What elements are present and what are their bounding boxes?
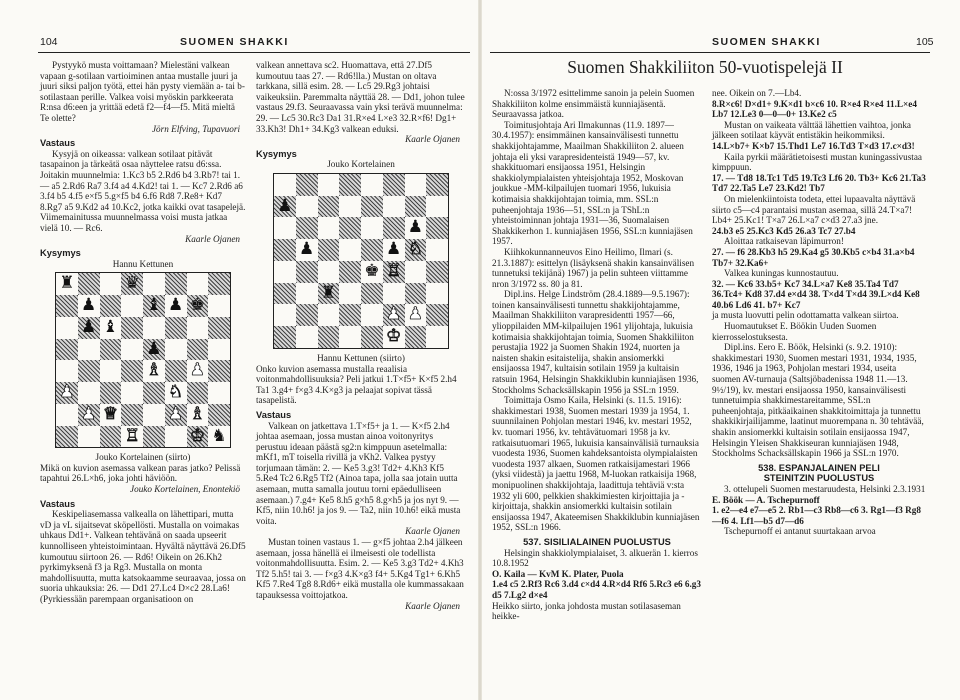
board-square <box>100 360 122 382</box>
board-square <box>405 326 427 348</box>
header-rule <box>38 52 470 53</box>
board-square <box>405 174 427 196</box>
board-square <box>187 317 209 339</box>
board-square <box>361 304 383 326</box>
chess-piece-icon: ♚ <box>189 295 205 316</box>
paragraph: Tschepurnoff ei antanut suurtakaan arvoa <box>724 526 876 537</box>
board-square <box>100 273 122 295</box>
chess-piece-icon: ♖ <box>124 425 140 446</box>
game-moves: 1.e4 c5 2.Rf3 Rc6 3.d4 c×d4 4.R×d4 Rf6 5.Rc3 e6 6.g3 d5 7.Lg2 d×e4 <box>492 579 701 600</box>
chess-diagram <box>273 173 449 349</box>
board-square <box>56 295 78 317</box>
diagram-caption: Jouko Kortelainen (siirto) <box>95 452 191 463</box>
board-square <box>426 196 448 218</box>
board-square <box>78 360 100 382</box>
paragraph: On mielenkiintoista todeta, ettei lupaavalta näyttävä siirto c5—c4 parantaisi mustan asemaa, sillä 24.T×a7! Lb4+ 25.Kc1! T×a7 26.L×a7 c×d3 27.a3 jne. <box>712 193 916 226</box>
paragraph: Mikä on kuvion asemassa valkean paras jatko? Pelissä tapahtui 26.L×h6, joka johti häviöön. <box>40 462 241 484</box>
board-square <box>361 283 383 305</box>
header-rule <box>490 52 930 53</box>
chess-diagram <box>55 272 231 448</box>
board-square <box>100 295 122 317</box>
board-square <box>383 217 405 239</box>
board-square <box>187 339 209 361</box>
board-square <box>339 174 361 196</box>
board-square <box>318 304 340 326</box>
chess-piece-icon: ♟ <box>146 338 162 359</box>
board-square <box>100 382 122 404</box>
board-square <box>339 326 361 348</box>
game-moves: 32. — Kc6 33.b5+ Kc7 34.L×a7 Ke8 35.Ta4 Td7 36.Tc4+ Kd8 37.d4 e×d4 38. T×d4 T×d4 39.L×d4 Ke8 40.b6 Ld6 41. b7+ Kc7 <box>712 278 920 310</box>
left-column-2 <box>256 60 466 611</box>
game-moves: 24.b3 e5 25.Kc3 Kd5 26.a3 Tc7 27.b4 <box>712 225 856 236</box>
board-square <box>165 317 187 339</box>
board-square <box>208 360 230 382</box>
chess-piece-icon: ♟ <box>407 217 423 238</box>
heading-vastaus: Vastaus <box>40 138 76 149</box>
paragraph: Huomautukset E. Böökin Uuden Suomen kierrosselostuksesta. <box>712 321 877 342</box>
game-moves: 1. e2—e4 e7—e5 2. Rb1—c3 Rb8—c6 3. Rg1—f3 Rg8—f6 4. Lf1—b5 d7—d6 <box>712 505 921 526</box>
board-square <box>56 339 78 361</box>
chess-piece-icon: ♟ <box>168 295 184 316</box>
chess-piece-icon: ♔ <box>386 326 402 347</box>
game-subheading: STEINITZIN PUOLUSTUS <box>763 473 875 484</box>
board-square <box>121 404 143 426</box>
board-square <box>121 295 143 317</box>
signature: Kaarle Ojanen <box>185 233 240 244</box>
board-square <box>426 174 448 196</box>
left-column-1 <box>40 60 246 605</box>
signature: Jouko Kortelainen, Enontekiö <box>130 484 240 495</box>
board-square <box>121 360 143 382</box>
board-square <box>318 174 340 196</box>
signature: Kaarle Ojanen <box>405 526 460 537</box>
board-square <box>361 196 383 218</box>
heading-vastaus: Vastaus <box>256 409 292 420</box>
game-moves: 14.L×b7+ K×b7 15.Thd1 Le7 16.Td3 T×d3 17.c×d3! <box>712 140 915 151</box>
board-square <box>143 317 165 339</box>
paragraph: Kiihkokunnanneuvos Eino Heilimo, Ilmari (s. 21.3.1887): esittelyn (lisäyksenä shakin kansainvälisen tunnetuksi tekijänä) 1967) ja pelin suhteen viittamme nron 3/1972 ss. 80 ja 81. <box>492 246 695 289</box>
chess-piece-icon: ♜ <box>320 282 336 303</box>
board-square <box>274 326 296 348</box>
board-square <box>426 217 448 239</box>
board-square <box>383 283 405 305</box>
paragraph: Mustan on vaikeata välttää lähettien vaihtoa, jonka jälkeen sotilaat käyvät entistäkin heikommiksi. <box>712 119 912 141</box>
board-square <box>143 404 165 426</box>
page-number: 104 <box>40 36 58 48</box>
paragraph: valkean annettava sc2. Huomattava, että 27.Df5 kumoutuu taas 27. — Rd6!lla.) Mustan on oltava tarkkana, sillä esim. 28. — Lc5 29.Rg3 johtaisi vaikeuksiin. Paremmalta näyttää 28. — Dd1, johon tulee vastaus 29.f3. Seuraavassa vain yksi terävä muunnelma: 29. — Lc5 30.Rc3 Da1 31.R×e4 L×e3 32.R×f6! Dg1+ 33.Kh3! Dh1+ 34.Kg3 valkean eduksi. <box>256 60 465 134</box>
board-square <box>274 217 296 239</box>
board-square <box>165 339 187 361</box>
paragraph: Dipl.ins. Eero E. Böök, Helsinki (s. 9.2. 1910): shakkimestari 1930, Suomen mestari 1931, 1934, 1935, 1936, 1946 ja 1963, Pohjolan mestari 1934, useita suomen AV-turnauja (Saltsjöbadenissa 1948 11.—13. 9½/19), kv. mestari ensijaossa 1950, kansainvälisesti tunnetuimpia shakkimestareitamme, SSL:n puheenjohtaja, pitkäaikainen shakkitoimittaja ja tunnettu shakkikirjailijamme, laatinut muorempana n. 30 tehtävää, shakin ansiomerkki kultaisin sotilain ensijaossa 1947, Helsingin Yleisen Shakkiseuran kunniajäsen 1948, Stockholms Schacksällskapin 1966 ja SSL:n 1970. <box>712 342 924 459</box>
board-square <box>361 239 383 261</box>
board-square <box>318 326 340 348</box>
board-square <box>426 283 448 305</box>
board-square <box>78 382 100 404</box>
board-square <box>296 217 318 239</box>
board-square <box>405 196 427 218</box>
article-title: Suomen Shakkiliiton 50-vuotispelejä II <box>567 57 843 77</box>
paragraph: Keskipeliasemassa valkealla on lähettipari, mutta vD ja vL sijaitsevat sköpellösti. Mustalla on voimakas uhkaus Dd1+. Valkean tehtävänä on saada upseerit kunnolliseen yhteistoimintaan. Hyvältä näyttävä 26.Df5 kumoutuu siirtoon 26. — Rd6! Oikein on 26.Kh2 pyrkimyksenä f3 ja Rg3. Mustalla on monta mahdollisuutta, mutta katsokaamme seuraavaa, jossa on suoria uhkauksia: 26. — Dd1 27.Lc4 D×c2 28.La6! (Pyrkiessään parempaan organisatioon on <box>40 509 246 604</box>
board-square <box>296 261 318 283</box>
board-square <box>78 273 100 295</box>
paragraph: Toimitusjohtaja Ari Ilmakunnas (11.9. 1897—30.4.1957): ensimmäinen kansainvälisesti tunnettu shakkijohtajamme, Maailman Shakkiliiton 2. alueen johtaja eli yksi varapresidenteistä 1949—57, kv. shakkituomari ensijaossa 1951, Helsingin shakkiolympialaisten yhteisjohtaja 1952, Moskovan joukkue -MM-kilpailujen tuomari 1956, lukuisia kotimaisia shakkijohtajan toimia, mm. SSL:n puheenjohtaja 1936—51, SSL:n ja TShL:n yhteistoiminnan johtaja 1931—36, Suomalaisen Shakkikerhon 1. kunniajäsen 1956, SSL:n kunniajäsen 1957. <box>492 119 693 247</box>
chess-piece-icon: ♟ <box>299 239 315 260</box>
board-square <box>318 196 340 218</box>
paragraph: Dipl.ins. Helge Lindström (28.4.1889—9.5.1967): toinen kansainvälisesti tunnettu shakkijohtajamme, Maailman Shakkiliiton varapresidentti 1957—66, ylioppilaiden MM-kilpailujen 1961 ylijohtaja, lukuisia kotimaisia shakkijohtajan toimia, Suomen Shakkiliiton perustajia 1922 ja Suomen Shakin 1924, nuorten ja naisten shakin esitaistelija, shakin ansiomerkki ensijaossa 1947, kultaisin sotilain 1959 ja kultaisin ratsuin 1964, Helsingin Shakkiklubin kunniajäsen 1936, Stockholms Schacksällskapin 1956 ja SSL:n 1959. <box>492 289 699 395</box>
board-square <box>78 339 100 361</box>
chess-piece-icon: ♞ <box>211 425 227 446</box>
chess-piece-icon: ♛ <box>124 273 140 294</box>
board-square <box>296 283 318 305</box>
board-square <box>165 273 187 295</box>
paragraph: Kaila pyrkii määrätietoisesti mustan kuningassivustaa kimppuun. <box>712 151 922 173</box>
board-square <box>318 261 340 283</box>
game-moves: 8.R×c6! D×d1+ 9.K×d1 b×c6 10. R×e4 R×e4 11.L×e4 Lb7 12.Le3 0—0—0+ 13.Ke2 c5 <box>712 98 917 120</box>
chess-piece-icon: ♝ <box>102 316 118 337</box>
board-square <box>339 239 361 261</box>
board-square <box>121 382 143 404</box>
paragraph: Kysyjä on oikeassa: valkean sotilaat pitävät tasapainon ja tärkeätä osaa näyttelee ratsu d6:ssa. Joitakin muunnelmia: 1.Kc3 b5 2.Rd6 b4 3.Rb7! tai 1. — a5 2.Rd6 Ra7 3.f4 a4 4.Kd2! tai 1. — Kc7 2.Rd6 a6 3.f4 b5 4.f5 e×f5 5.g×f5 b4 6.f6 Rd8 7.Re8+ Kd7 8.Rg7 a5 9.Kd2 a4 10.Kc2, jotka kaikki ovat tasapelejä. Viimemainitussa muunnelmassa voisi musta jatkaa vielä 10. — Rc6. <box>40 148 246 233</box>
board-square <box>165 426 187 448</box>
heading-kysymys: Kysymys <box>40 248 81 259</box>
board-square <box>121 339 143 361</box>
right-column-2 <box>712 88 926 537</box>
board-square <box>318 239 340 261</box>
board-square <box>318 217 340 239</box>
board-square <box>361 174 383 196</box>
chess-piece-icon: ♜ <box>59 273 75 294</box>
board-square <box>274 304 296 326</box>
running-header: SUOMEN SHAKKI <box>180 36 289 48</box>
chess-piece-icon: ♗ <box>189 403 205 424</box>
paragraph: Heikko siirto, jonka johdosta mustan sotilasaseman heikke- <box>492 600 681 622</box>
game-moves: 17. — Td8 18.Tc1 Td5 19.Tc3 Lf6 20. Tb3+ Kc6 21.Ta3 Td7 22.Ta5 Le7 23.Kd2! Tb7 <box>712 172 926 194</box>
board-square <box>187 382 209 404</box>
chess-piece-icon: ♟ <box>81 295 97 316</box>
board-square <box>339 196 361 218</box>
board-square <box>426 304 448 326</box>
board-square <box>208 317 230 339</box>
signature: Jörn Elfving, Tupavuori <box>151 123 240 134</box>
game-heading: 538. ESPANJALAINEN PELI <box>758 462 880 473</box>
board-square <box>187 273 209 295</box>
board-square <box>143 382 165 404</box>
board-square <box>383 196 405 218</box>
chess-piece-icon: ♟ <box>59 382 75 403</box>
board-square <box>56 317 78 339</box>
chess-piece-icon: ♟ <box>168 403 184 424</box>
board-square <box>78 426 100 448</box>
board-square <box>100 426 122 448</box>
board-square <box>56 404 78 426</box>
paragraph: Valkea kuningas kunnostautuu. <box>724 268 839 279</box>
chess-piece-icon: ♟ <box>386 239 402 260</box>
board-square <box>274 283 296 305</box>
chess-piece-icon: ♞ <box>168 382 184 403</box>
composer-name: Jouko Kortelainen <box>327 159 395 170</box>
board-square <box>339 217 361 239</box>
board-square <box>143 426 165 448</box>
signature: Kaarle Ojanen <box>405 134 460 145</box>
board-square <box>56 426 78 448</box>
running-header: SUOMEN SHAKKI <box>712 36 821 48</box>
board-square <box>426 261 448 283</box>
chess-piece-icon: ♟ <box>407 304 423 325</box>
chess-piece-icon: ♟ <box>81 403 97 424</box>
right-page <box>480 0 960 700</box>
board-square <box>208 295 230 317</box>
paragraph: ja musta luovutti pelin odottamatta valkean siirtoa. <box>712 310 899 321</box>
board-square <box>208 273 230 295</box>
board-square <box>56 360 78 382</box>
board-square <box>383 174 405 196</box>
paragraph: Valkean on jatkettava 1.T×f5+ ja 1. — K×f5 2.h4 johtaa asemaan, jossa mustan ainoa voitonyritys perustuu ideaan päästä sg2:n kimppuun asetelmalla: mKf1, mT toisella rivillä ja vKh2. Valkea pystyy torjumaan tämän: 2. — Ke5 3.g3! Td2+ 4.Kh3 Kf5 5.Re4 Tc2 6.Rg5 Tf2 (Ainoa tapa, jolla saa jotain uutta asemaan, mutta samalla joutuu torni epäedulliseen asemaan.) 7.g4+ Ke5 8.h5 g×h5 8.g×h5 ja jos nyt 9. — Kf5, niin 10.h6! ja jos 9. — Ta2, niin 10.h6! eikä musta voita. <box>256 420 461 526</box>
board-square <box>426 239 448 261</box>
board-square <box>361 217 383 239</box>
chess-piece-icon: ♟ <box>386 304 402 325</box>
board-square <box>165 360 187 382</box>
chess-piece-icon: ♖ <box>386 260 402 281</box>
chess-piece-icon: ♝ <box>146 295 162 316</box>
board-square <box>361 326 383 348</box>
chess-piece-icon: ♟ <box>277 195 293 216</box>
game-players: O. Kaila — KvM K. Plater, Puola <box>492 568 624 579</box>
game-source: Helsingin shakkiolympialaiset, 3. alkuerän 1. kierros 10.8.1952 <box>492 547 698 569</box>
chess-piece-icon: ♘ <box>407 239 423 260</box>
paragraph: Onko kuvion asemassa mustalla reaalisia voitonmahdollisuuksia? Peli jatkui 1.T×f5+ K×f5 2.h4 Ta1 3.g4+ f×g3 4.K×g3 ja pelaajat sopivat tässä tasapelistä. <box>256 363 457 406</box>
board-square <box>339 261 361 283</box>
chess-piece-icon: ♚ <box>364 260 380 281</box>
paragraph: Aloittaa ratkaisevan läpimurron! <box>724 236 844 247</box>
heading-vastaus: Vastaus <box>40 498 76 509</box>
right-column-1 <box>492 88 702 622</box>
board-square <box>296 326 318 348</box>
paragraph: N:ossa 3/1972 esittelimme sanoin ja pelein Suomen Shakkiliiton kolme ensimmäistä kunniajäsentä. Seuraavassa jatkoa. <box>492 88 695 120</box>
board-square <box>405 261 427 283</box>
game-heading: 537. SISILIALAINEN PUOLUSTUS <box>523 536 671 547</box>
game-players: E. Böök — A. Tschepurnoff <box>712 494 820 505</box>
board-square <box>296 174 318 196</box>
chess-piece-icon: ♟ <box>81 316 97 337</box>
board-square <box>296 196 318 218</box>
game-moves: 27. — f6 28.Kb3 h5 29.Ka4 g5 30.Kb5 c×b4 31.a×b4 Tb7+ 32.Ka6+ <box>712 246 915 268</box>
paragraph: Mustan toinen vastaus 1. — g×f5 johtaa 2.h4 jälkeen asemaan, jossa hänellä ei ilmeisesti ole todellista voitonmahdollisuutta. Esim. 2. — Ke5 3.g3 Td2+ 4.Kh3 Tf2 5.h5! tai 3. — f×g3 4.K×g3 f4+ 5.Kg4 Tg1+ 6.Kh5 Kf5 7.Re4 Tg8 8.Rd6+ eikä mustalla ole kummassakaan tapauksessa voittojatkoa. <box>256 537 464 600</box>
board-square <box>274 174 296 196</box>
board-square <box>274 239 296 261</box>
board-square <box>208 339 230 361</box>
board-square <box>339 304 361 326</box>
signature: Kaarle Ojanen <box>405 600 460 611</box>
page-number: 105 <box>916 36 934 48</box>
board-square <box>339 283 361 305</box>
board-square <box>296 304 318 326</box>
chess-piece-icon: ♔ <box>189 425 205 446</box>
board-square <box>274 261 296 283</box>
board-square <box>426 326 448 348</box>
board-square <box>208 382 230 404</box>
chess-piece-icon: ♟ <box>189 360 205 381</box>
chess-piece-icon: ♗ <box>146 360 162 381</box>
paragraph: Pystyykö musta voittamaan? Mielestäni valkean vapaan g-sotilaan vartioiminen antaa mustalle juuri ja juuri siksi paljon työtä, ettei hän pysty viemään a- tai b-sotilastaan perille. Valkea voisi myöskin parkkeerata R:nsa d6:een ja yrittää edetä f2—f4—f5. Mitä mieltä Te olette? <box>40 60 245 123</box>
article-title-wrap <box>492 57 918 79</box>
game-source: 3. ottelupeli Suomen mestaruudesta, Helsinki 2.3.1931 <box>724 483 926 494</box>
board-square <box>143 273 165 295</box>
board-square <box>121 317 143 339</box>
composer-name: Hannu Kettunen <box>112 258 174 269</box>
chess-piece-icon: ♕ <box>102 403 118 424</box>
paragraph: Toimittaja Osmo Kaila, Helsinki (s. 11.5. 1916): shakkimestari 1938, Suomen mestari 1939 ja 1954, 1. suunnilainen Pohjolan mestari 1946, kv. mestari 1952, kv. tuomari 1956, kv. tehtävätuomari 1958 ja kv. ratkaisutuomari 1965, lukuisia kansainvälisiä turnauksia vuodesta 1936, Suomen kahdeksantoista olympialaisten vuodesta 1937 alkaen, Suomen ratkaisijamestari 1966 (yksi viidestä) ja jaettu 1968, M-luokan ratkaisija 1968, monipuolinen shakkijohtaja, laadittuja tehtäviä v:sta 1932 yli 600, pelkkien shakkimiesten kirjoittajia ja -kirjoittaja, shakkin ansiomerkki kultaisin sotilain ensijaossa 1947, Akateemisen Shakkiklubin kunniajäsen 1952, SSL:n 1966. <box>492 395 700 533</box>
board-square <box>208 404 230 426</box>
diagram-caption: Hannu Kettunen (siirto) <box>317 352 405 363</box>
board-square <box>405 283 427 305</box>
heading-kysymys: Kysymys <box>256 148 297 159</box>
board-square <box>100 339 122 361</box>
paragraph: nee. Oikein on 7.—Lb4. <box>712 88 802 98</box>
